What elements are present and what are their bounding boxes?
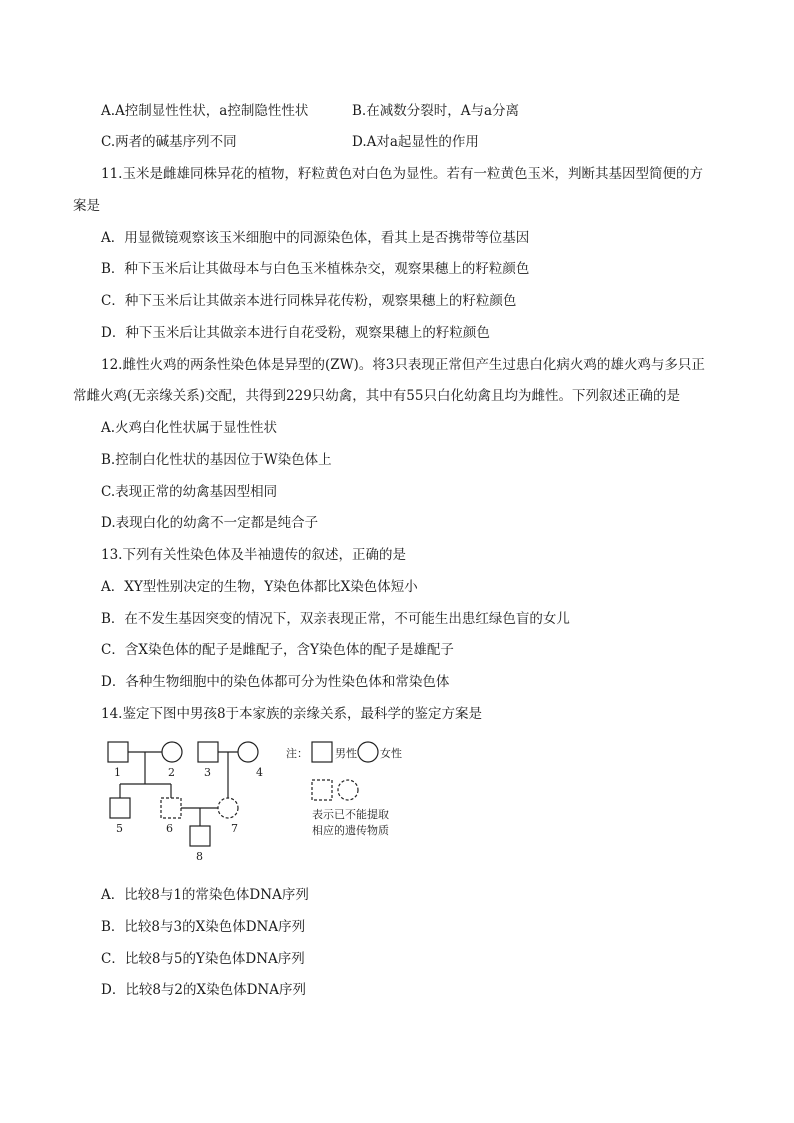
legend-title: 注： <box>286 747 308 760</box>
legend-male-label: 男性 <box>335 747 357 760</box>
pedigree-number-5: 5 <box>116 822 123 835</box>
q13-stem: 13.下列有关性染色体及半袖遗传的叙述，正确的是 <box>101 547 406 563</box>
legend-female-symbol <box>358 742 378 762</box>
q12-stem-line2: 常雌火鸡(无亲缘关系)交配，共得到229只幼禽，其中有55只白化幼禽且均为雌性。下列叙述正确的是 <box>73 388 680 404</box>
q14-option-c: C．比较8与5的Y染色体DNA序列 <box>101 951 305 967</box>
pedigree-male-3 <box>198 742 218 762</box>
q12-option-b: B.控制白化性状的基因位于W染色体上 <box>101 452 332 468</box>
q11-option-a: A．用显微镜观察该玉米细胞中的同源染色体，看其上是否携带等位基因 <box>101 230 530 246</box>
q12-option-d: D.表现白化的幼禽不一定都是纯合子 <box>101 515 319 531</box>
pedigree-male-8 <box>190 826 210 846</box>
legend-female-label: 女性 <box>380 747 402 760</box>
pedigree-female-7-unavailable <box>218 798 238 818</box>
q11-stem-line2: 案是 <box>73 198 100 214</box>
q13-option-d: D．各种生物细胞中的染色体都可分为性染色体和常染色体 <box>101 674 450 690</box>
q13-option-a: A．XY型性别决定的生物，Y染色体都比X染色体短小 <box>101 579 418 595</box>
pedigree-male-1 <box>108 742 128 762</box>
legend-male-symbol <box>312 742 332 762</box>
legend-note-line2: 相应的遗传物质 <box>312 824 389 837</box>
q11-stem-line1: 11.玉米是雌雄同株异花的植物，籽粒黄色对白色为显性。若有一粒黄色玉米，判断其基因型简便的方 <box>101 166 703 182</box>
q11-option-c: C．种下玉米后让其做亲本进行同株异花传粉，观察果穗上的籽粒颜色 <box>101 293 517 309</box>
pedigree-male-5 <box>110 798 130 818</box>
q10-option-b: B.在减数分裂时，A与a分离 <box>352 103 520 119</box>
q10-option-d: D.A对a起显性的作用 <box>352 134 479 150</box>
q13-option-c: C．含X染色体的配子是雌配子，含Y染色体的配子是雄配子 <box>101 642 454 658</box>
q14-option-b: B．比较8与3的X染色体DNA序列 <box>101 919 306 935</box>
q12-option-a: A.火鸡白化性状属于显性性状 <box>101 420 278 436</box>
q12-option-c: C.表现正常的幼禽基因型相同 <box>101 484 278 500</box>
pedigree-female-2 <box>162 742 182 762</box>
legend-note-line1: 表示已不能提取 <box>312 808 389 821</box>
pedigree-female-4 <box>238 742 258 762</box>
legend-dashed-square <box>312 780 332 800</box>
q13-option-b: B．在不发生基因突变的情况下，双亲表现正常，不可能生出患红绿色盲的女儿 <box>101 611 570 627</box>
pedigree-number-7: 7 <box>231 822 238 835</box>
pedigree-number-3: 3 <box>204 766 211 779</box>
q10-option-c: C.两者的碱基序列不同 <box>101 134 237 150</box>
pedigree-diagram <box>100 738 410 863</box>
q12-stem-line1: 12.雌性火鸡的两条性染色体是异型的(ZW)。将3只表现正常但产生过患白化病火鸡的雄火鸡与多只正 <box>101 357 705 373</box>
pedigree-number-2: 2 <box>168 766 175 779</box>
pedigree-number-8: 8 <box>196 850 203 863</box>
pedigree-number-1: 1 <box>114 766 121 779</box>
q11-option-b: B．种下玉米后让其做母本与白色玉米植株杂交，观察果穗上的籽粒颜色 <box>101 261 530 277</box>
q14-stem: 14.鉴定下图中男孩8于本家族的亲缘关系，最科学的鉴定方案是 <box>101 706 483 722</box>
q14-option-d: D．比较8与2的X染色体DNA序列 <box>101 982 306 998</box>
legend-dashed-circle <box>338 780 358 800</box>
q11-option-d: D．种下玉米后让其做亲本进行自花受粉，观察果穗上的籽粒颜色 <box>101 325 490 341</box>
pedigree-number-6: 6 <box>166 822 173 835</box>
q10-option-a: A.A控制显性性状，a控制隐性性状 <box>101 103 309 119</box>
pedigree-male-6-unavailable <box>161 798 181 818</box>
pedigree-number-4: 4 <box>256 766 263 779</box>
q14-option-a: A．比较8与1的常染色体DNA序列 <box>101 887 309 903</box>
